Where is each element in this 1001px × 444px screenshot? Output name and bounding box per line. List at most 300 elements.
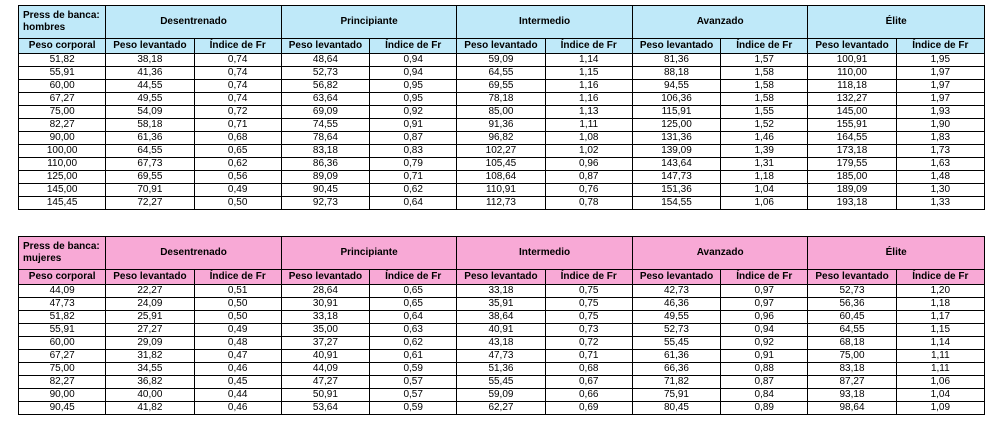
lifted-weight-cell: 52,73 bbox=[808, 285, 896, 298]
lifted-weight-cell: 155,91 bbox=[808, 119, 896, 132]
body-weight-cell: 90,45 bbox=[19, 402, 106, 415]
lifted-weight-cell: 58,18 bbox=[106, 119, 194, 132]
index-cell: 0,46 bbox=[194, 363, 281, 376]
lifted-weight-cell: 139,09 bbox=[632, 145, 720, 158]
lifted-weight-cell: 91,36 bbox=[457, 119, 545, 132]
women-col-body-weight: Peso corporal bbox=[19, 270, 106, 285]
table-row bbox=[19, 285, 985, 298]
women-col-lifted: Peso levantado bbox=[808, 270, 896, 285]
index-cell: 0,94 bbox=[721, 324, 808, 337]
table-row bbox=[19, 184, 985, 197]
lifted-weight-cell: 83,18 bbox=[808, 363, 896, 376]
lifted-weight-cell: 56,36 bbox=[808, 298, 896, 311]
lifted-weight-cell: 93,18 bbox=[808, 389, 896, 402]
index-cell: 1,95 bbox=[896, 54, 984, 67]
lifted-weight-cell: 145,00 bbox=[808, 106, 896, 119]
body-weight-cell: 51,82 bbox=[19, 54, 106, 67]
lifted-weight-cell: 31,82 bbox=[106, 350, 194, 363]
lifted-weight-cell: 75,91 bbox=[632, 389, 720, 402]
lifted-weight-cell: 173,18 bbox=[808, 145, 896, 158]
body-weight-cell: 67,27 bbox=[19, 93, 106, 106]
lifted-weight-cell: 94,55 bbox=[632, 80, 720, 93]
index-cell: 0,74 bbox=[194, 80, 281, 93]
index-cell: 1,97 bbox=[896, 80, 984, 93]
index-cell: 1,18 bbox=[721, 171, 808, 184]
lifted-weight-cell: 59,09 bbox=[457, 389, 545, 402]
table-row bbox=[19, 80, 985, 93]
table-row bbox=[19, 158, 985, 171]
index-cell: 0,45 bbox=[194, 376, 281, 389]
index-cell: 1,08 bbox=[545, 132, 632, 145]
index-cell: 0,79 bbox=[370, 158, 457, 171]
lifted-weight-cell: 25,91 bbox=[106, 311, 194, 324]
lifted-weight-cell: 36,82 bbox=[106, 376, 194, 389]
lifted-weight-cell: 147,73 bbox=[632, 171, 720, 184]
index-cell: 1,63 bbox=[896, 158, 984, 171]
women-col-index: Índice de Fr bbox=[370, 270, 457, 285]
body-weight-cell: 100,00 bbox=[19, 145, 106, 158]
index-cell: 0,88 bbox=[721, 363, 808, 376]
index-cell: 0,75 bbox=[545, 285, 632, 298]
lifted-weight-cell: 118,18 bbox=[808, 80, 896, 93]
index-cell: 1,09 bbox=[896, 402, 984, 415]
lifted-weight-cell: 38,64 bbox=[457, 311, 545, 324]
lifted-weight-cell: 143,64 bbox=[632, 158, 720, 171]
lifted-weight-cell: 35,00 bbox=[281, 324, 369, 337]
body-weight-cell: 145,00 bbox=[19, 184, 106, 197]
lifted-weight-cell: 110,91 bbox=[457, 184, 545, 197]
index-cell: 1,04 bbox=[721, 184, 808, 197]
lifted-weight-cell: 154,55 bbox=[632, 197, 720, 210]
index-cell: 0,74 bbox=[194, 93, 281, 106]
index-cell: 1,58 bbox=[721, 93, 808, 106]
body-weight-cell: 67,27 bbox=[19, 350, 106, 363]
index-cell: 0,48 bbox=[194, 337, 281, 350]
table-row bbox=[19, 350, 985, 363]
lifted-weight-cell: 78,64 bbox=[281, 132, 369, 145]
men-category-beginner: Principiante bbox=[281, 6, 457, 39]
index-cell: 0,92 bbox=[370, 106, 457, 119]
lifted-weight-cell: 49,55 bbox=[632, 311, 720, 324]
index-cell: 1,57 bbox=[721, 54, 808, 67]
lifted-weight-cell: 40,91 bbox=[457, 324, 545, 337]
lifted-weight-cell: 33,18 bbox=[281, 311, 369, 324]
index-cell: 0,92 bbox=[721, 337, 808, 350]
index-cell: 0,72 bbox=[194, 106, 281, 119]
index-cell: 0,71 bbox=[194, 119, 281, 132]
index-cell: 1,93 bbox=[896, 106, 984, 119]
table-row bbox=[19, 402, 985, 415]
index-cell: 0,72 bbox=[545, 337, 632, 350]
men-col-lifted: Peso levantado bbox=[808, 39, 896, 54]
lifted-weight-cell: 96,82 bbox=[457, 132, 545, 145]
index-cell: 0,50 bbox=[194, 311, 281, 324]
index-cell: 1,31 bbox=[721, 158, 808, 171]
lifted-weight-cell: 28,64 bbox=[281, 285, 369, 298]
index-cell: 0,57 bbox=[370, 389, 457, 402]
lifted-weight-cell: 106,36 bbox=[632, 93, 720, 106]
lifted-weight-cell: 81,36 bbox=[632, 54, 720, 67]
index-cell: 1,33 bbox=[896, 197, 984, 210]
lifted-weight-cell: 61,36 bbox=[632, 350, 720, 363]
lifted-weight-cell: 55,45 bbox=[457, 376, 545, 389]
index-cell: 1,13 bbox=[545, 106, 632, 119]
index-cell: 0,96 bbox=[721, 311, 808, 324]
index-cell: 0,51 bbox=[194, 285, 281, 298]
body-weight-cell: 60,00 bbox=[19, 80, 106, 93]
index-cell: 0,84 bbox=[721, 389, 808, 402]
men-title-line1: Press de banca: bbox=[23, 10, 100, 21]
lifted-weight-cell: 100,91 bbox=[808, 54, 896, 67]
lifted-weight-cell: 68,18 bbox=[808, 337, 896, 350]
index-cell: 1,02 bbox=[545, 145, 632, 158]
index-cell: 1,16 bbox=[545, 80, 632, 93]
lifted-weight-cell: 64,55 bbox=[106, 145, 194, 158]
women-col-index: Índice de Fr bbox=[721, 270, 808, 285]
women-table-title bbox=[19, 237, 106, 270]
lifted-weight-cell: 125,00 bbox=[632, 119, 720, 132]
index-cell: 1,06 bbox=[896, 376, 984, 389]
women-category-beginner: Principiante bbox=[281, 237, 457, 270]
lifted-weight-cell: 193,18 bbox=[808, 197, 896, 210]
index-cell: 1,14 bbox=[545, 54, 632, 67]
index-cell: 0,75 bbox=[545, 311, 632, 324]
index-cell: 0,87 bbox=[370, 132, 457, 145]
body-weight-cell: 90,00 bbox=[19, 132, 106, 145]
table-row bbox=[19, 54, 985, 67]
index-cell: 0,73 bbox=[545, 324, 632, 337]
index-cell: 0,65 bbox=[194, 145, 281, 158]
lifted-weight-cell: 72,27 bbox=[106, 197, 194, 210]
women-category-untrained: Desentrenado bbox=[106, 237, 282, 270]
index-cell: 0,66 bbox=[545, 389, 632, 402]
lifted-weight-cell: 112,73 bbox=[457, 197, 545, 210]
men-col-index: Índice de Fr bbox=[721, 39, 808, 54]
index-cell: 0,49 bbox=[194, 184, 281, 197]
lifted-weight-cell: 98,64 bbox=[808, 402, 896, 415]
men-col-lifted: Peso levantado bbox=[281, 39, 369, 54]
index-cell: 1,30 bbox=[896, 184, 984, 197]
index-cell: 0,59 bbox=[370, 402, 457, 415]
lifted-weight-cell: 41,82 bbox=[106, 402, 194, 415]
index-cell: 0,64 bbox=[370, 311, 457, 324]
index-cell: 0,89 bbox=[721, 402, 808, 415]
lifted-weight-cell: 64,55 bbox=[457, 67, 545, 80]
lifted-weight-cell: 75,00 bbox=[808, 350, 896, 363]
lifted-weight-cell: 179,55 bbox=[808, 158, 896, 171]
lifted-weight-cell: 33,18 bbox=[457, 285, 545, 298]
index-cell: 0,91 bbox=[721, 350, 808, 363]
body-weight-cell: 82,27 bbox=[19, 119, 106, 132]
index-cell: 0,74 bbox=[194, 54, 281, 67]
lifted-weight-cell: 115,91 bbox=[632, 106, 720, 119]
lifted-weight-cell: 24,09 bbox=[106, 298, 194, 311]
index-cell: 1,55 bbox=[721, 106, 808, 119]
index-cell: 0,49 bbox=[194, 324, 281, 337]
lifted-weight-cell: 78,18 bbox=[457, 93, 545, 106]
index-cell: 0,68 bbox=[194, 132, 281, 145]
index-cell: 0,61 bbox=[370, 350, 457, 363]
lifted-weight-cell: 43,18 bbox=[457, 337, 545, 350]
lifted-weight-cell: 22,27 bbox=[106, 285, 194, 298]
men-col-index: Índice de Fr bbox=[545, 39, 632, 54]
women-col-index: Índice de Fr bbox=[896, 270, 984, 285]
lifted-weight-cell: 105,45 bbox=[457, 158, 545, 171]
index-cell: 0,83 bbox=[370, 145, 457, 158]
lifted-weight-cell: 70,91 bbox=[106, 184, 194, 197]
index-cell: 0,74 bbox=[194, 67, 281, 80]
lifted-weight-cell: 38,18 bbox=[106, 54, 194, 67]
women-table-body bbox=[19, 285, 985, 415]
lifted-weight-cell: 44,09 bbox=[281, 363, 369, 376]
lifted-weight-cell: 66,36 bbox=[632, 363, 720, 376]
index-cell: 1,97 bbox=[896, 93, 984, 106]
lifted-weight-cell: 55,45 bbox=[632, 337, 720, 350]
lifted-weight-cell: 67,73 bbox=[106, 158, 194, 171]
index-cell: 1,11 bbox=[545, 119, 632, 132]
lifted-weight-cell: 60,45 bbox=[808, 311, 896, 324]
lifted-weight-cell: 69,09 bbox=[281, 106, 369, 119]
table-row bbox=[19, 363, 985, 376]
lifted-weight-cell: 185,00 bbox=[808, 171, 896, 184]
lifted-weight-cell: 64,55 bbox=[808, 324, 896, 337]
index-cell: 1,48 bbox=[896, 171, 984, 184]
index-cell: 0,59 bbox=[370, 363, 457, 376]
index-cell: 1,39 bbox=[721, 145, 808, 158]
women-col-lifted: Peso levantado bbox=[106, 270, 194, 285]
lifted-weight-cell: 49,55 bbox=[106, 93, 194, 106]
body-weight-cell: 110,00 bbox=[19, 158, 106, 171]
lifted-weight-cell: 92,73 bbox=[281, 197, 369, 210]
women-col-lifted: Peso levantado bbox=[632, 270, 720, 285]
women-col-lifted: Peso levantado bbox=[457, 270, 545, 285]
men-bench-press-table bbox=[18, 5, 985, 210]
men-col-index: Índice de Fr bbox=[896, 39, 984, 54]
index-cell: 1,11 bbox=[896, 350, 984, 363]
table-row bbox=[19, 132, 985, 145]
table-row bbox=[19, 67, 985, 80]
index-cell: 1,52 bbox=[721, 119, 808, 132]
lifted-weight-cell: 74,55 bbox=[281, 119, 369, 132]
lifted-weight-cell: 40,91 bbox=[281, 350, 369, 363]
index-cell: 0,71 bbox=[370, 171, 457, 184]
lifted-weight-cell: 41,36 bbox=[106, 67, 194, 80]
index-cell: 1,83 bbox=[896, 132, 984, 145]
index-cell: 0,50 bbox=[194, 197, 281, 210]
women-category-intermediate: Intermedio bbox=[457, 237, 633, 270]
lifted-weight-cell: 110,00 bbox=[808, 67, 896, 80]
index-cell: 0,94 bbox=[370, 67, 457, 80]
men-col-lifted: Peso levantado bbox=[106, 39, 194, 54]
lifted-weight-cell: 164,55 bbox=[808, 132, 896, 145]
women-title-line2: mujeres bbox=[23, 253, 62, 264]
index-cell: 1,97 bbox=[896, 67, 984, 80]
index-cell: 0,97 bbox=[721, 298, 808, 311]
lifted-weight-cell: 89,09 bbox=[281, 171, 369, 184]
lifted-weight-cell: 47,73 bbox=[457, 350, 545, 363]
index-cell: 1,11 bbox=[896, 363, 984, 376]
index-cell: 0,87 bbox=[721, 376, 808, 389]
body-weight-cell: 145,45 bbox=[19, 197, 106, 210]
index-cell: 0,71 bbox=[545, 350, 632, 363]
lifted-weight-cell: 108,64 bbox=[457, 171, 545, 184]
women-category-advanced: Avanzado bbox=[632, 237, 808, 270]
index-cell: 0,95 bbox=[370, 80, 457, 93]
index-cell: 0,87 bbox=[545, 171, 632, 184]
men-col-lifted: Peso levantado bbox=[632, 39, 720, 54]
index-cell: 0,44 bbox=[194, 389, 281, 402]
table-row bbox=[19, 197, 985, 210]
lifted-weight-cell: 85,00 bbox=[457, 106, 545, 119]
table-row bbox=[19, 106, 985, 119]
men-table-body bbox=[19, 54, 985, 210]
lifted-weight-cell: 53,64 bbox=[281, 402, 369, 415]
lifted-weight-cell: 50,91 bbox=[281, 389, 369, 402]
lifted-weight-cell: 61,36 bbox=[106, 132, 194, 145]
body-weight-cell: 75,00 bbox=[19, 106, 106, 119]
index-cell: 0,75 bbox=[545, 298, 632, 311]
lifted-weight-cell: 29,09 bbox=[106, 337, 194, 350]
table-row bbox=[19, 145, 985, 158]
table-row bbox=[19, 324, 985, 337]
women-title-line1: Press de banca: bbox=[23, 241, 100, 252]
lifted-weight-cell: 51,36 bbox=[457, 363, 545, 376]
table-row bbox=[19, 119, 985, 132]
index-cell: 1,15 bbox=[896, 324, 984, 337]
index-cell: 0,56 bbox=[194, 171, 281, 184]
index-cell: 1,04 bbox=[896, 389, 984, 402]
men-col-index: Índice de Fr bbox=[370, 39, 457, 54]
table-row bbox=[19, 389, 985, 402]
index-cell: 0,96 bbox=[545, 158, 632, 171]
index-cell: 0,62 bbox=[370, 337, 457, 350]
lifted-weight-cell: 151,36 bbox=[632, 184, 720, 197]
body-weight-cell: 90,00 bbox=[19, 389, 106, 402]
lifted-weight-cell: 52,73 bbox=[632, 324, 720, 337]
men-category-untrained: Desentrenado bbox=[106, 6, 282, 39]
index-cell: 0,97 bbox=[721, 285, 808, 298]
men-category-advanced: Avanzado bbox=[632, 6, 808, 39]
body-weight-cell: 47,73 bbox=[19, 298, 106, 311]
index-cell: 0,69 bbox=[545, 402, 632, 415]
lifted-weight-cell: 44,55 bbox=[106, 80, 194, 93]
lifted-weight-cell: 47,27 bbox=[281, 376, 369, 389]
lifted-weight-cell: 63,64 bbox=[281, 93, 369, 106]
index-cell: 1,20 bbox=[896, 285, 984, 298]
lifted-weight-cell: 62,27 bbox=[457, 402, 545, 415]
index-cell: 1,46 bbox=[721, 132, 808, 145]
men-col-lifted: Peso levantado bbox=[457, 39, 545, 54]
index-cell: 0,64 bbox=[370, 197, 457, 210]
women-col-index: Índice de Fr bbox=[194, 270, 281, 285]
men-col-index: Índice de Fr bbox=[194, 39, 281, 54]
table-row bbox=[19, 93, 985, 106]
lifted-weight-cell: 42,73 bbox=[632, 285, 720, 298]
index-cell: 1,58 bbox=[721, 80, 808, 93]
table-row bbox=[19, 311, 985, 324]
lifted-weight-cell: 131,36 bbox=[632, 132, 720, 145]
body-weight-cell: 60,00 bbox=[19, 337, 106, 350]
lifted-weight-cell: 88,18 bbox=[632, 67, 720, 80]
index-cell: 0,62 bbox=[370, 184, 457, 197]
lifted-weight-cell: 52,73 bbox=[281, 67, 369, 80]
body-weight-cell: 55,91 bbox=[19, 67, 106, 80]
index-cell: 0,57 bbox=[370, 376, 457, 389]
index-cell: 0,67 bbox=[545, 376, 632, 389]
lifted-weight-cell: 80,45 bbox=[632, 402, 720, 415]
women-col-lifted: Peso levantado bbox=[281, 270, 369, 285]
lifted-weight-cell: 37,27 bbox=[281, 337, 369, 350]
body-weight-cell: 82,27 bbox=[19, 376, 106, 389]
index-cell: 1,58 bbox=[721, 67, 808, 80]
lifted-weight-cell: 54,09 bbox=[106, 106, 194, 119]
lifted-weight-cell: 132,27 bbox=[808, 93, 896, 106]
women-bench-press-table bbox=[18, 236, 985, 415]
index-cell: 0,63 bbox=[370, 324, 457, 337]
men-table-title bbox=[19, 6, 106, 39]
lifted-weight-cell: 71,82 bbox=[632, 376, 720, 389]
index-cell: 0,94 bbox=[370, 54, 457, 67]
index-cell: 0,68 bbox=[545, 363, 632, 376]
index-cell: 1,90 bbox=[896, 119, 984, 132]
lifted-weight-cell: 69,55 bbox=[106, 171, 194, 184]
lifted-weight-cell: 30,91 bbox=[281, 298, 369, 311]
index-cell: 0,95 bbox=[370, 93, 457, 106]
lifted-weight-cell: 40,00 bbox=[106, 389, 194, 402]
lifted-weight-cell: 34,55 bbox=[106, 363, 194, 376]
index-cell: 1,17 bbox=[896, 311, 984, 324]
index-cell: 0,50 bbox=[194, 298, 281, 311]
table-row bbox=[19, 298, 985, 311]
index-cell: 0,78 bbox=[545, 197, 632, 210]
women-category-elite: Élite bbox=[808, 237, 985, 270]
index-cell: 1,06 bbox=[721, 197, 808, 210]
men-title-line2: hombres bbox=[23, 22, 66, 33]
lifted-weight-cell: 46,36 bbox=[632, 298, 720, 311]
lifted-weight-cell: 56,82 bbox=[281, 80, 369, 93]
body-weight-cell: 125,00 bbox=[19, 171, 106, 184]
lifted-weight-cell: 59,09 bbox=[457, 54, 545, 67]
index-cell: 0,91 bbox=[370, 119, 457, 132]
index-cell: 1,14 bbox=[896, 337, 984, 350]
table-row bbox=[19, 171, 985, 184]
lifted-weight-cell: 90,45 bbox=[281, 184, 369, 197]
index-cell: 0,65 bbox=[370, 298, 457, 311]
index-cell: 0,47 bbox=[194, 350, 281, 363]
body-weight-cell: 44,09 bbox=[19, 285, 106, 298]
lifted-weight-cell: 35,91 bbox=[457, 298, 545, 311]
lifted-weight-cell: 87,27 bbox=[808, 376, 896, 389]
lifted-weight-cell: 27,27 bbox=[106, 324, 194, 337]
index-cell: 1,73 bbox=[896, 145, 984, 158]
lifted-weight-cell: 102,27 bbox=[457, 145, 545, 158]
women-col-index: Índice de Fr bbox=[545, 270, 632, 285]
lifted-weight-cell: 48,64 bbox=[281, 54, 369, 67]
body-weight-cell: 55,91 bbox=[19, 324, 106, 337]
lifted-weight-cell: 83,18 bbox=[281, 145, 369, 158]
lifted-weight-cell: 189,09 bbox=[808, 184, 896, 197]
table-row bbox=[19, 376, 985, 389]
men-category-intermediate: Intermedio bbox=[457, 6, 633, 39]
table-row bbox=[19, 337, 985, 350]
lifted-weight-cell: 86,36 bbox=[281, 158, 369, 171]
index-cell: 1,18 bbox=[896, 298, 984, 311]
index-cell: 0,62 bbox=[194, 158, 281, 171]
index-cell: 0,65 bbox=[370, 285, 457, 298]
index-cell: 1,16 bbox=[545, 93, 632, 106]
body-weight-cell: 75,00 bbox=[19, 363, 106, 376]
men-category-elite: Élite bbox=[808, 6, 985, 39]
